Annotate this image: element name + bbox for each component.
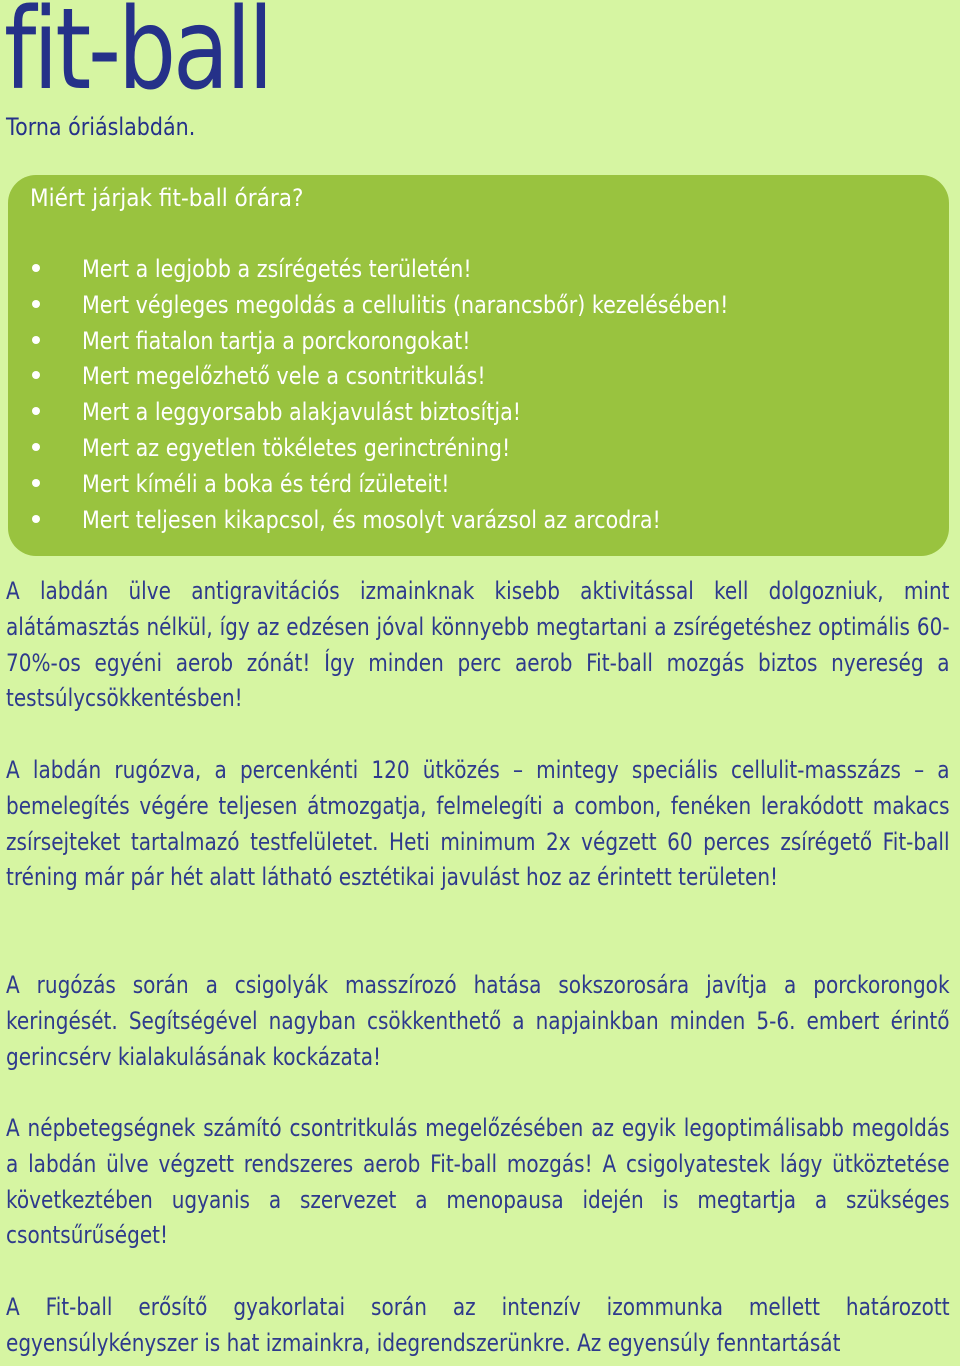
list-item-text: Mert fiatalon tartja a porckorongokat! [82,326,471,355]
list-item-text: Mert teljesen kikapcsol, és mosolyt varázsol az arcodra! [82,505,661,534]
paragraph-spine: A rugózás során a csigolyák masszírozó hatása sokszorosára javítja a porckorongok keringését. Segítségével nagyban csökkenthető a napjainkban minden 5-6. embert érintő gerincsérv kialakulásának kockázata! [6,971,950,1071]
paragraph-cellulite: A labdán rugózva, a percenkénti 120 ütközés – mintegy speciális cellulit-masszázs – a bemelegítés végére teljesen átmozgatja, felmelegíti a combon, fenéken lerakódott makacs zsírsejteket tartalmazó testfelületet. Heti minimum 2x végzett 60 perces zsírégető Fit-ball tréning már pár hét alatt látható esztétikai javulást hoz az érintett területen! [6,756,950,892]
list-item-text: Mert a legjobb a zsírégetés területén! [82,255,472,283]
paragraph-weight-loss: A labdán ülve antigravitációs izmainknak kisebb aktivitással kell dolgozniuk, mint alátámasztás nélkül, így az edzésen jóval könnyebb megtartani a zsírégetéshez optimális 60-70%-os egyéni aerob zónát! Így minden perc aerob Fit-ball mozgás biztos nyereség a testsúlycsökkentésben! [6,577,950,713]
list-item-text: Mert az egyetlen tökéletes gerinctréning! [82,433,511,462]
bullet-icon [32,336,40,344]
bullet-icon [32,443,40,451]
paragraph-balance: A Fit-ball erősítő gyakorlatai során az intenzív izommunka mellett határozott egyensúlykényszer is hat izmainkra, idegrendszerünkre. Az egyensúly fenntartását [6,1293,950,1357]
bullet-icon [32,371,40,379]
page-title: fit-ball [4,0,271,115]
why-box-heading: Miért járjak fit-ball órára? [30,184,304,212]
paragraph-osteoporosis: A népbetegségnek számító csontritkulás megelőzésében az egyik legoptimálisabb megoldás a labdán ülve végzett rendszeres aerob Fit-ball mozgás! A csigolyatestek lágy ütköztetése következtében ugyanis a szervezet a menopausa idején is megtartja a szükséges csontsűrűséget! [6,1114,950,1250]
bullet-icon [32,479,40,487]
list-item-text: Mert megelőzhető vele a csontritkulás! [82,362,486,391]
list-item-text: Mert a leggyorsabb alakjavulást biztosítja! [82,398,522,427]
bullet-icon [32,300,40,308]
bullet-icon [32,264,40,272]
list-item-text: Mert végleges megoldás a cellulitis (narancsbőr) kezelésében! [82,290,729,319]
list-item-text: Mert kíméli a boka és térd ízületeit! [82,469,450,498]
bullet-icon [32,515,40,523]
page-subtitle: Torna óriáslabdán. [6,113,196,141]
why-box [8,175,949,556]
bullet-icon [32,407,40,415]
